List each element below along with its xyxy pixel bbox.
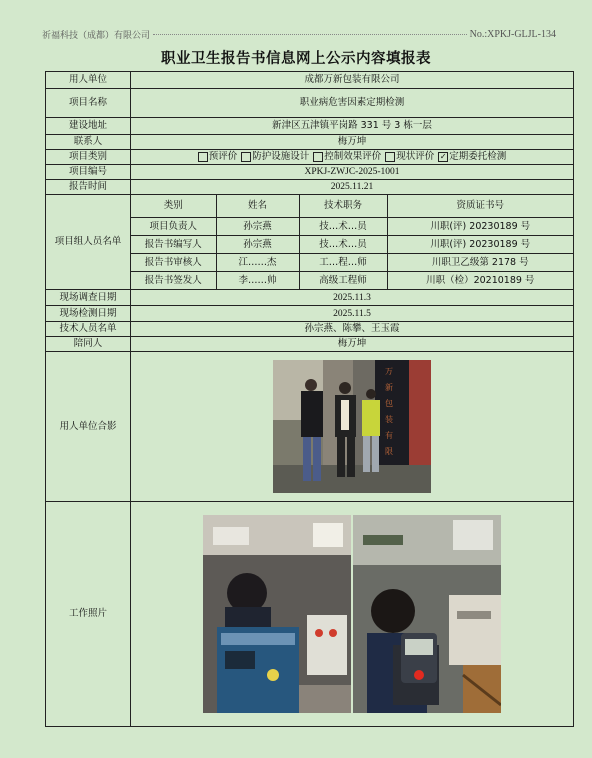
unchecked-checkbox-icon[interactable] bbox=[198, 152, 208, 162]
header-dotted-leader bbox=[153, 34, 467, 35]
survey-date-label: 现场调查日期 bbox=[46, 290, 131, 306]
category-option-label: 控制效果评价 bbox=[324, 151, 382, 162]
project-no-label: 项目编号 bbox=[46, 165, 131, 180]
members-header-name: 姓名 bbox=[216, 195, 299, 218]
contact-value: 梅万坤 bbox=[131, 135, 574, 150]
survey-date-value: 2025.11.3 bbox=[131, 290, 574, 306]
members-header-category: 类别 bbox=[131, 195, 216, 218]
category-options bbox=[131, 150, 574, 165]
row-group-photo bbox=[46, 352, 574, 502]
members-header-row bbox=[131, 195, 573, 218]
category-option-label: 现状评价 bbox=[396, 151, 435, 162]
row-contact bbox=[46, 135, 574, 150]
escort-value: 梅万坤 bbox=[131, 337, 574, 352]
table-row bbox=[131, 218, 573, 236]
address-value: 新津区五津镇平岗路 331 号 3 栋一层 bbox=[131, 118, 574, 135]
row-detect-date bbox=[46, 306, 574, 322]
svg-text:有: 有 bbox=[385, 431, 393, 440]
member-cert: 川职（检）20210189 号 bbox=[387, 272, 573, 290]
member-name: 李……帅 bbox=[216, 272, 299, 290]
project-no-value: XPKJ-ZWJC-2025-1001 bbox=[131, 165, 574, 180]
page-title: 职业卫生报告书信息网上公示内容填报表 bbox=[161, 51, 431, 67]
work-photo-1 bbox=[203, 515, 351, 713]
work-photo-2 bbox=[353, 515, 501, 713]
tech-staff-label: 技术人员名单 bbox=[46, 322, 131, 337]
category-option[interactable] bbox=[385, 151, 434, 163]
member-cert: 川职(评) 20230189 号 bbox=[387, 218, 573, 236]
employer-label: 用人单位 bbox=[46, 72, 131, 89]
project-name-label: 项目名称 bbox=[46, 89, 131, 118]
escort-label: 陪同人 bbox=[46, 337, 131, 352]
group-photo-cell bbox=[131, 352, 574, 502]
member-category: 报告书编写人 bbox=[131, 236, 216, 254]
member-name: 孙宗燕 bbox=[216, 236, 299, 254]
row-tech-staff bbox=[46, 322, 574, 337]
category-option[interactable] bbox=[313, 151, 381, 163]
row-project-name bbox=[46, 89, 574, 118]
employer-value: 成都万新包装有限公司 bbox=[131, 72, 574, 89]
report-time-value: 2025.11.21 bbox=[131, 180, 574, 195]
category-option[interactable] bbox=[438, 151, 506, 163]
table-row bbox=[131, 272, 573, 290]
report-time-label: 报告时间 bbox=[46, 180, 131, 195]
member-name: 孙宗燕 bbox=[216, 218, 299, 236]
detect-date-label: 现场检测日期 bbox=[46, 306, 131, 322]
member-category: 项目负责人 bbox=[131, 218, 216, 236]
disclosure-form bbox=[45, 71, 574, 727]
unchecked-checkbox-icon[interactable] bbox=[385, 152, 395, 162]
category-option-label: 预评价 bbox=[208, 151, 238, 162]
svg-text:新: 新 bbox=[385, 383, 393, 392]
checked-checkbox-icon[interactable]: ✓ bbox=[439, 152, 447, 161]
row-category bbox=[46, 150, 574, 165]
row-report-time bbox=[46, 180, 574, 195]
svg-text:包: 包 bbox=[385, 399, 393, 408]
row-survey-date bbox=[46, 290, 574, 306]
tech-staff-value: 孙宗燕、陈攀、王玉霞 bbox=[131, 322, 574, 337]
table-row bbox=[131, 236, 573, 254]
row-address bbox=[46, 118, 574, 135]
member-title: 技…术…员 bbox=[299, 236, 387, 254]
group-photo-image bbox=[273, 360, 431, 493]
member-title: 技…术…员 bbox=[299, 218, 387, 236]
group-photo-label: 用人单位合影 bbox=[46, 352, 131, 502]
header-doc-number: No.:XPKJ-GLJL-134 bbox=[469, 28, 556, 40]
category-option[interactable] bbox=[241, 151, 309, 163]
address-label: 建设地址 bbox=[46, 118, 131, 135]
header-company: 祈福科技（成都）有限公司 bbox=[42, 30, 151, 41]
unchecked-checkbox-icon[interactable] bbox=[241, 152, 251, 162]
category-label: 项目类别 bbox=[46, 150, 131, 165]
group-photo-svg bbox=[273, 360, 431, 493]
work-photo-cell bbox=[131, 502, 574, 727]
svg-text:装: 装 bbox=[385, 415, 393, 424]
members-cell bbox=[131, 195, 574, 290]
members-table bbox=[131, 195, 573, 289]
category-option-label: 防护设施设计 bbox=[252, 151, 310, 162]
member-category: 报告书签发人 bbox=[131, 272, 216, 290]
category-option[interactable] bbox=[198, 151, 238, 163]
member-category: 报告书审核人 bbox=[131, 254, 216, 272]
member-title: 工…程…师 bbox=[299, 254, 387, 272]
members-header-cert: 资质证书号 bbox=[387, 195, 573, 218]
row-members bbox=[46, 195, 574, 290]
svg-text:万: 万 bbox=[385, 367, 393, 376]
member-title: 高级工程师 bbox=[299, 272, 387, 290]
row-project-no bbox=[46, 165, 574, 180]
contact-label: 联系人 bbox=[46, 135, 131, 150]
row-escort bbox=[46, 337, 574, 352]
work-photo-label: 工作照片 bbox=[46, 502, 131, 727]
member-cert: 川职(评) 20230189 号 bbox=[387, 236, 573, 254]
row-employer bbox=[46, 72, 574, 89]
members-label: 项目组人员名单 bbox=[46, 195, 131, 290]
unchecked-checkbox-icon[interactable] bbox=[313, 152, 323, 162]
category-option-label: 定期委托检测 bbox=[449, 151, 507, 162]
table-row bbox=[131, 254, 573, 272]
row-work-photos bbox=[46, 502, 574, 727]
document-header bbox=[42, 28, 556, 40]
work-photo-2-svg bbox=[353, 515, 501, 713]
members-header-title: 技术职务 bbox=[299, 195, 387, 218]
work-photo-1-svg bbox=[203, 515, 351, 713]
member-name: 江……杰 bbox=[216, 254, 299, 272]
svg-text:限: 限 bbox=[385, 447, 393, 456]
project-name-value: 职业病危害因素定期检测 bbox=[131, 89, 574, 118]
member-cert: 川职卫乙级第 2178 号 bbox=[387, 254, 573, 272]
detect-date-value: 2025.11.5 bbox=[131, 306, 574, 322]
